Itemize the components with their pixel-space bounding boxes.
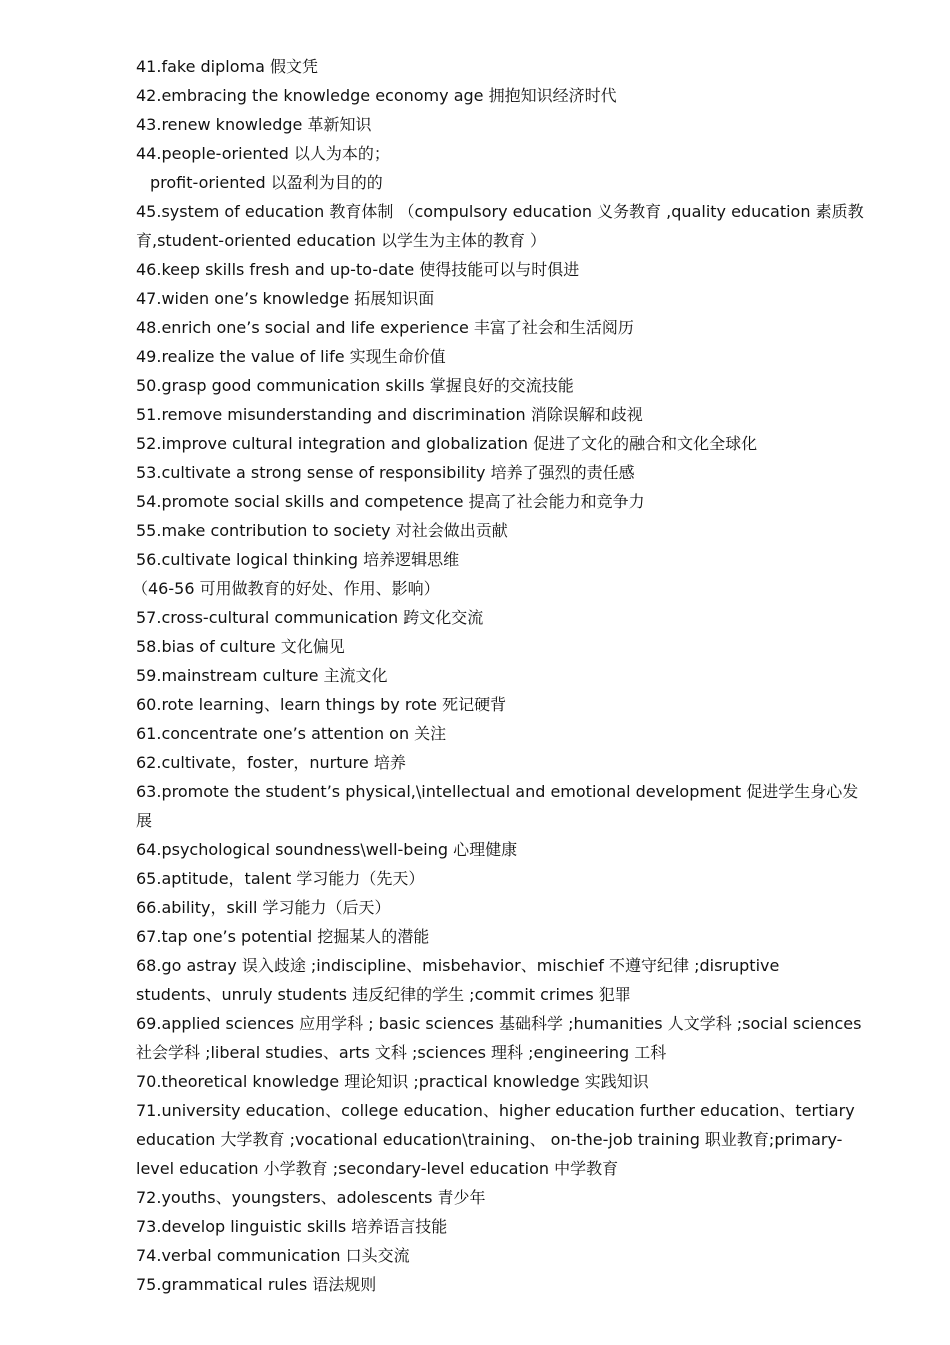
list-item: 65.aptitude，talent 学习能力（先天）	[136, 869, 425, 888]
list-item: 48.enrich one’s social and life experience 丰富了社会和生活阅历	[136, 318, 634, 337]
list-item: 70.theoretical knowledge 理论知识 ;practical knowledge 实践知识	[136, 1072, 649, 1091]
list-item: 41.fake diploma 假文凭	[136, 57, 318, 76]
list-item: 67.tap one’s potential 挖掘某人的潜能	[136, 927, 430, 946]
list-item: 58.bias of culture 文化偏见	[136, 637, 345, 656]
list-item: 54.promote social skills and competence 提高了社会能力和竞争力	[136, 492, 645, 511]
list-item: 69.applied sciences 应用学科 ; basic sciences 基础科学 ;humanities 人文学科 ;social sciences 社会学科 ;liberal studies、arts 文科 ;sciences 理科 ;engineering 工科	[136, 1014, 862, 1062]
list-item: 46.keep skills fresh and up-to-date 使得技能可以与时俱进	[136, 260, 580, 279]
list-item: 71.university education、college education、higher education further education、tertiary education 大学教育 ;vocational education\training、 on-the-job training 职业教育;primary-level education 小学教育 ;secondary-level education 中学教育	[136, 1101, 855, 1178]
list-item: 45.system of education 教育体制 （compulsory education 义务教育 ,quality education 素质教育,student-oriented education 以学生为主体的教育 ）	[136, 202, 864, 250]
list-item: 75.grammatical rules 语法规则	[136, 1275, 377, 1294]
list-item: 57.cross-cultural communication 跨文化交流	[136, 608, 484, 627]
list-item: 55.make contribution to society 对社会做出贡献	[136, 521, 508, 540]
list-item: 72.youths、youngsters、adolescents 青少年	[136, 1188, 486, 1207]
list-item: 42.embracing the knowledge economy age 拥抱知识经济时代	[136, 86, 617, 105]
list-item: profit-oriented 以盈利为目的的	[150, 173, 383, 192]
list-item: 52.improve cultural integration and globalization 促进了文化的融合和文化全球化	[136, 434, 758, 453]
list-item: 66.ability，skill 学习能力（后天）	[136, 898, 391, 917]
list-item: 59.mainstream culture 主流文化	[136, 666, 388, 685]
list-item: 56.cultivate logical thinking 培养逻辑思维	[136, 550, 460, 569]
list-item: 63.promote the student’s physical,\intellectual and emotional development 促进学生身心发展	[136, 782, 859, 830]
section-note: （46-56 可用做教育的好处、作用、影响）	[132, 579, 440, 598]
list-item: 62.cultivate，foster，nurture 培养	[136, 753, 406, 772]
list-item: 74.verbal communication 口头交流	[136, 1246, 410, 1265]
list-item: 73.develop linguistic skills 培养语言技能	[136, 1217, 448, 1236]
list-item: 64.psychological soundness\well-being 心理健康	[136, 840, 518, 859]
list-item: 47.widen one’s knowledge 拓展知识面	[136, 289, 435, 308]
list-item: 49.realize the value of life 实现生命价值	[136, 347, 446, 366]
list-item: 50.grasp good communication skills 掌握良好的交流技能	[136, 376, 574, 395]
list-item: 51.remove misunderstanding and discrimination 消除误解和歧视	[136, 405, 643, 424]
list-item: 53.cultivate a strong sense of responsibility 培养了强烈的责任感	[136, 463, 635, 482]
vocabulary-list	[132, 52, 866, 1299]
list-item: 43.renew knowledge 革新知识	[136, 115, 372, 134]
list-item: 61.concentrate one’s attention on 关注	[136, 724, 447, 743]
list-item: 60.rote learning、learn things by rote 死记硬背	[136, 695, 507, 714]
list-item: 44.people-oriented 以人为本的；	[136, 144, 390, 163]
list-item: 68.go astray 误入歧途 ;indiscipline、misbehavior、mischief 不遵守纪律 ;disruptive students、unruly students 违反纪律的学生 ;commit crimes 犯罪	[136, 956, 780, 1004]
